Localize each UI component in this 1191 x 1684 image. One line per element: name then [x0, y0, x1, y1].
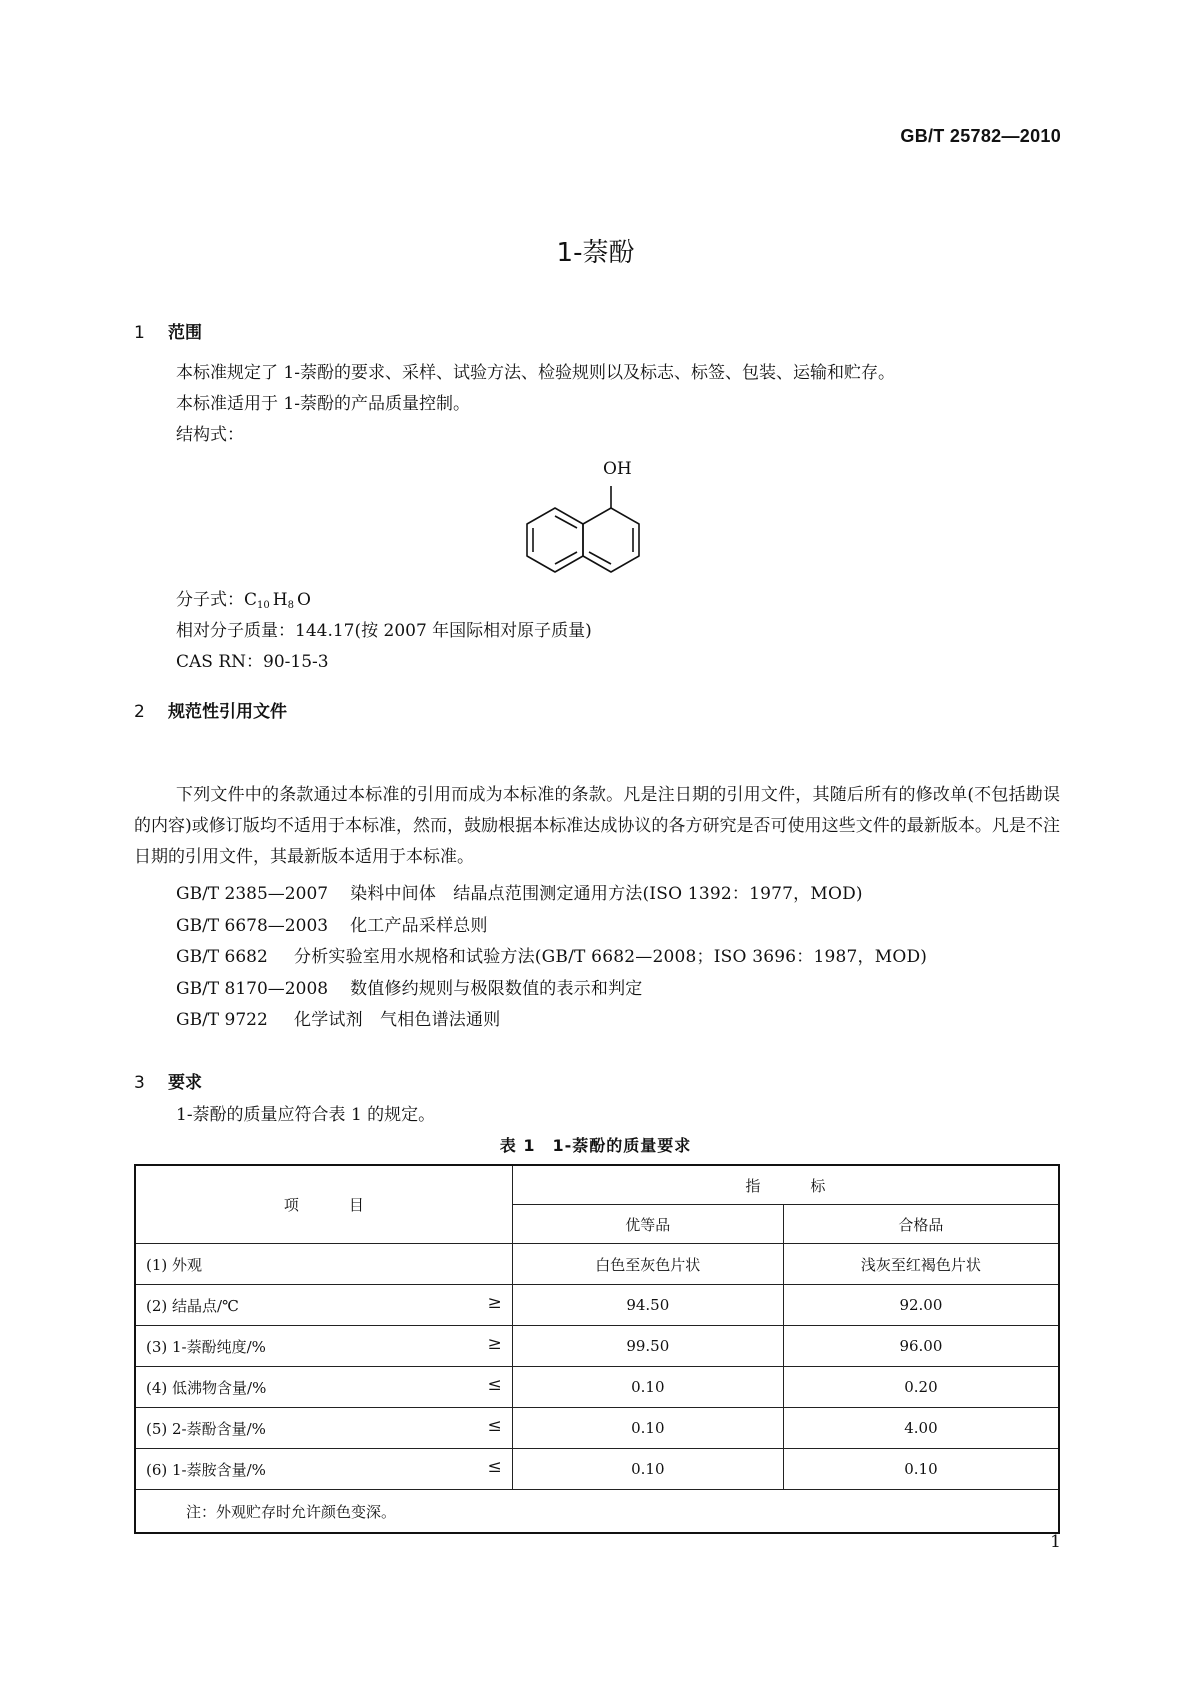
ring-left — [527, 508, 583, 572]
formula-c: C — [244, 590, 258, 610]
formula-h: H — [272, 590, 288, 610]
reference-title: 化学试剂 气相色谱法通则 — [294, 1010, 501, 1030]
reference-title: 分析实验室用水规格和试验方法(GB/T 6682—2008；ISO 3696：1987，MOD) — [294, 947, 928, 967]
page-number: 1 — [1050, 1532, 1061, 1552]
table-note-row — [135, 1490, 1059, 1534]
row-item — [135, 1285, 512, 1326]
grade-superior: 优等品 — [512, 1205, 783, 1244]
formula-label: 分子式： — [176, 590, 244, 610]
row-limit-symbol: ≤ — [487, 1457, 502, 1477]
standard-number: GB/T 25782—2010 — [900, 126, 1061, 146]
row-qualified-value: 0.10 — [783, 1449, 1059, 1490]
reference-item — [176, 942, 927, 974]
references-intro: 下列文件中的条款通过本标准的引用而成为本标准的条款。凡是注日期的引用文件，其随后所有的修改单(不包括勘误的内容)或修订版均不适用于本标准，然而，鼓励根据本标准达成协议的各方研究是否可使用这些文件的最新版本。凡是不注日期的引用文件，其最新版本适用于本标准。 — [134, 785, 1060, 867]
reference-list — [176, 879, 927, 1037]
requirements-paragraph: 1-萘酚的质量应符合表 1 的规定。 — [176, 1105, 436, 1125]
table-row — [135, 1285, 1059, 1326]
row-qualified-value: 92.00 — [783, 1285, 1059, 1326]
section-2-number: 2 — [134, 702, 145, 722]
section-1-title: 范围 — [168, 323, 202, 343]
section-1-number: 1 — [134, 323, 145, 343]
table-caption: 表 1 1-萘酚的质量要求 — [499, 1136, 692, 1155]
grade-qualified: 合格品 — [783, 1205, 1059, 1244]
row-item — [135, 1449, 512, 1490]
row-item — [135, 1367, 512, 1408]
formula-h-count: 8 — [287, 600, 294, 611]
row-item-label: (4) 低沸物含量/% — [146, 1378, 267, 1397]
section-1-heading — [134, 318, 202, 343]
cas-number: CAS RN：90-15-3 — [176, 652, 329, 672]
row-superior-value: 白色至灰色片状 — [512, 1244, 783, 1285]
row-superior-value: 99.50 — [512, 1326, 783, 1367]
row-item-label: (6) 1-萘胺含量/% — [146, 1460, 266, 1479]
table-row — [135, 1244, 1059, 1285]
structure-oh-label: OH — [603, 459, 632, 479]
reference-item — [176, 879, 927, 911]
reference-code: GB/T 2385—2007 — [176, 884, 329, 904]
header-index-cell — [512, 1165, 1059, 1205]
row-superior-value: 0.10 — [512, 1367, 783, 1408]
section-3-heading — [134, 1068, 202, 1093]
header-item-text: 项目 — [283, 1196, 414, 1214]
table-row — [135, 1367, 1059, 1408]
row-qualified-value: 96.00 — [783, 1326, 1059, 1367]
row-limit-symbol: ≤ — [487, 1375, 502, 1395]
row-qualified-value: 0.20 — [783, 1367, 1059, 1408]
row-item — [135, 1408, 512, 1449]
row-superior-value: 0.10 — [512, 1449, 783, 1490]
reference-item — [176, 911, 927, 943]
row-limit-symbol: ≥ — [487, 1293, 502, 1313]
table-row — [135, 1408, 1059, 1449]
quality-requirements-table — [134, 1164, 1060, 1534]
row-limit-symbol: ≤ — [487, 1416, 502, 1436]
reference-code: GB/T 8170—2008 — [176, 978, 329, 999]
naphthol-structure-diagram — [525, 486, 675, 596]
section-2-heading — [134, 697, 287, 722]
reference-item — [176, 1005, 927, 1037]
section-3-title: 要求 — [168, 1073, 202, 1093]
row-item-label: (3) 1-萘酚纯度/% — [146, 1337, 266, 1356]
section-2-title: 规范性引用文件 — [168, 702, 287, 722]
header-item-cell — [135, 1165, 512, 1244]
formula-o: O — [296, 590, 311, 610]
row-superior-value: 94.50 — [512, 1285, 783, 1326]
reference-code: GB/T 6678—2003 — [176, 915, 329, 936]
table-row — [135, 1326, 1059, 1367]
table-note: 注：外观贮存时允许颜色变深。 — [135, 1490, 1059, 1534]
row-item-label: (5) 2-萘酚含量/% — [146, 1419, 266, 1438]
reference-code: GB/T 9722 — [176, 1010, 268, 1030]
row-limit-symbol: ≥ — [487, 1334, 502, 1354]
reference-code: GB/T 6682 — [176, 947, 268, 967]
row-item — [135, 1244, 512, 1285]
scope-paragraph-1: 本标准规定了 1-萘酚的要求、采样、试验方法、检验规则以及标志、标签、包装、运输和贮存。 — [176, 363, 895, 383]
formula-c-count: 10 — [257, 600, 270, 611]
ring-right — [583, 508, 639, 572]
row-qualified-value: 浅灰至红褐色片状 — [783, 1244, 1059, 1285]
section-3-number: 3 — [134, 1073, 145, 1093]
molar-mass: 相对分子质量：144.17(按 2007 年国际相对原子质量) — [176, 621, 592, 641]
reference-item — [176, 974, 927, 1006]
row-item-label: (1) 外观 — [146, 1255, 203, 1274]
document-title: 1-萘酚 — [556, 238, 635, 268]
row-superior-value: 0.10 — [512, 1408, 783, 1449]
row-qualified-value: 4.00 — [783, 1408, 1059, 1449]
table-row — [135, 1449, 1059, 1490]
header-index-text: 指标 — [745, 1176, 876, 1195]
structure-label: 结构式： — [176, 425, 244, 445]
row-item-label: (2) 结晶点/℃ — [146, 1296, 239, 1315]
reference-title: 染料中间体 结晶点范围测定通用方法(ISO 1392：1977，MOD) — [350, 884, 863, 904]
scope-paragraph-2: 本标准适用于 1-萘酚的产品质量控制。 — [176, 394, 470, 414]
row-item — [135, 1326, 512, 1367]
reference-title: 化工产品采样总则 — [350, 915, 488, 936]
reference-title: 数值修约规则与极限数值的表示和判定 — [350, 978, 643, 999]
table-header-row — [135, 1165, 1059, 1205]
